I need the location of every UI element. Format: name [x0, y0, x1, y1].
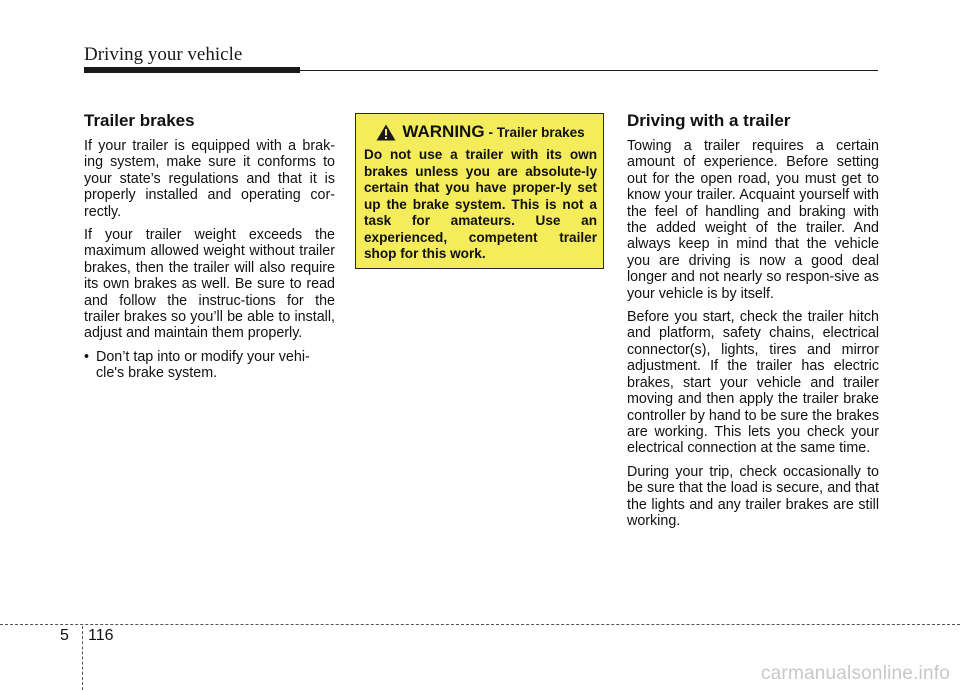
page-number: 116	[88, 627, 114, 644]
header-rule	[300, 70, 878, 71]
chapter-number: 5	[60, 627, 69, 644]
paragraph: Towing a trailer requires a certain amount of experience. Before setting out for the open road, you must get to know your trailer. Acquaint yourself with the feel of handling and braking with the added weight of the trailer. And always keep in mind that the vehicle you are driving is now a good deal longer and not nearly so respon-sive as your vehicle is by itself.	[627, 138, 879, 302]
paragraph: During your trip, check occasionally to be sure that the load is secure, and that the lights and any trailer brakes are still working.	[627, 463, 879, 529]
warning-text: Do not use a trailer with its own brakes unless you are absolute-ly certain that you have proper-ly set up the brake system. This is not a task for amateurs. Use an experienced, competent trailer shop for this work.	[364, 147, 597, 261]
section-heading-driving-with-trailer: Driving with a trailer	[627, 111, 791, 130]
bullet-dot: •	[84, 348, 90, 365]
warning-box	[355, 113, 604, 269]
right-column	[627, 111, 879, 536]
left-column	[84, 111, 335, 382]
paragraph: If your trailer is equipped with a brak-ing system, make sure it conforms to your state’s regulations and that it is properly installed and operating cor-rectly.	[84, 138, 335, 220]
header-title: Driving your vehicle	[84, 44, 243, 65]
warning-triangle-icon	[376, 124, 396, 141]
paragraph: Before you start, check the trailer hitch and platform, safety chains, electrical connector(s), lights, tires and mirror adjustment. If the trailer has electric brakes, start your vehicle and trailer moving and then apply the trailer brake controller by hand to be sure the brakes are working. This lets you check your electrical connection at the same time.	[627, 309, 879, 457]
bullet-text: Don’t tap into or modify your vehi-cle's brake system.	[96, 348, 310, 382]
watermark: carmanualsonline.info	[760, 663, 950, 684]
warning-label: WARNING	[402, 122, 485, 141]
warning-header	[364, 122, 597, 142]
footer-divider	[82, 626, 83, 690]
footer-rule	[0, 624, 960, 625]
bullet-item	[84, 349, 335, 382]
warning-subtitle: - Trailer brakes	[488, 124, 585, 140]
paragraph: If your trailer weight exceeds the maximum allowed weight without trailer brakes, then the trailer will also require its own brakes as well. Be sure to read and follow the instruc-tions for the trailer brakes so you’ll be able to install, adjust and maintain them properly.	[84, 227, 335, 342]
header-bar	[84, 67, 300, 73]
section-heading-trailer-brakes: Trailer brakes	[84, 111, 195, 130]
